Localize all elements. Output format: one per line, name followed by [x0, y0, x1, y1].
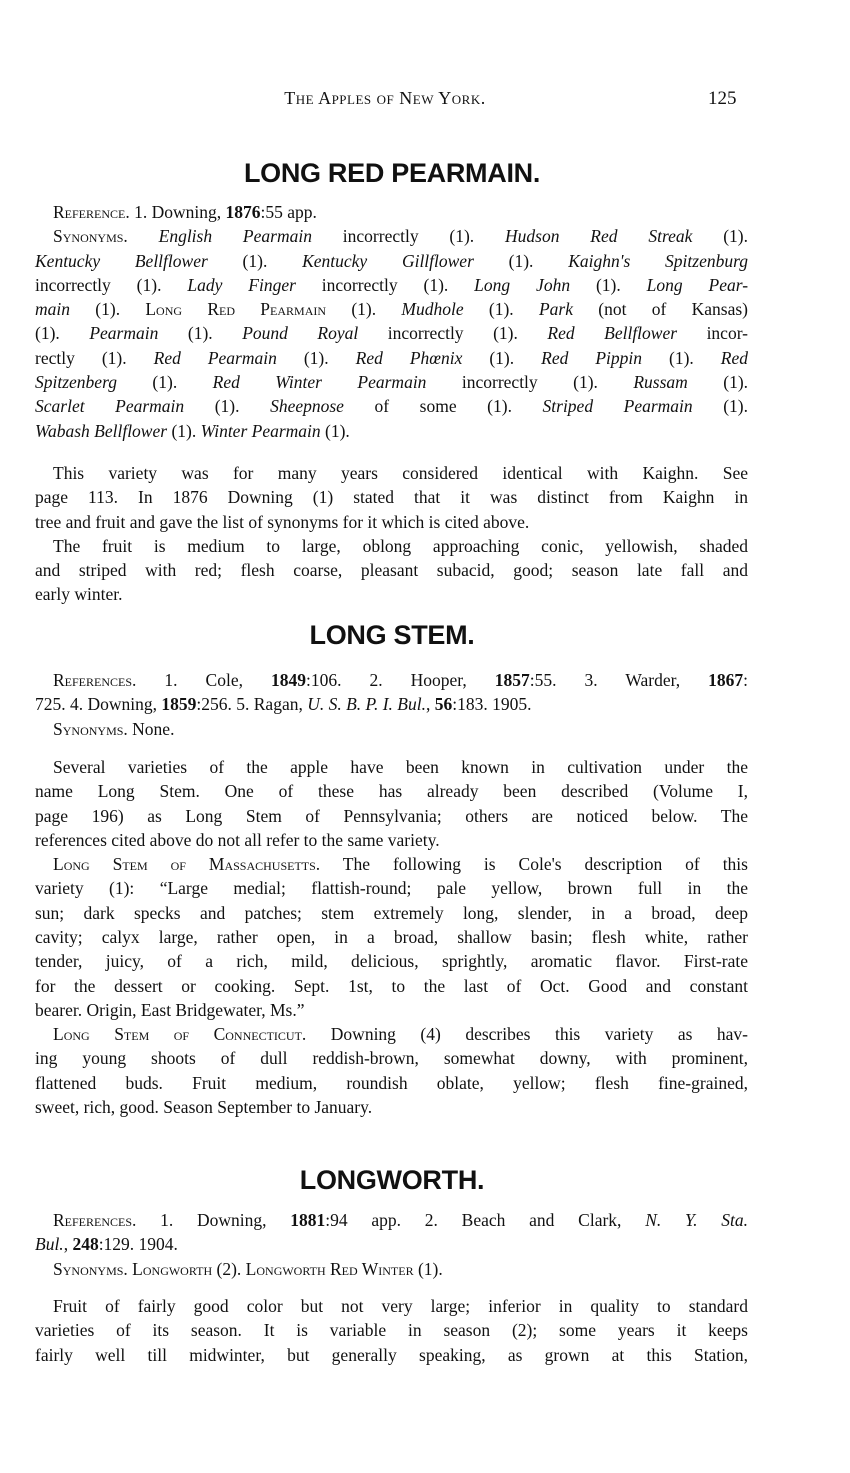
text-line	[35, 273, 748, 297]
text-run: incorrectly (1).	[426, 372, 634, 393]
bold-number: 1876	[225, 202, 261, 222]
text-run: rectly (1).	[35, 347, 154, 368]
text-run: Fruit of fairly good color but not very large; inferior in quality to standard	[53, 1296, 748, 1316]
small-caps-text: Synonyms.	[53, 1258, 128, 1279]
text-run: (1).	[687, 372, 749, 393]
text-run: :256. 5. Ragan,	[196, 694, 308, 715]
small-caps-text: Longworth Red Winter	[245, 1258, 414, 1279]
text-run: :129. 1904.	[98, 1234, 178, 1255]
bold-number: 248	[72, 1234, 99, 1255]
italic-text: U. S. B. P. I. Bul.	[307, 694, 426, 715]
text-run: sun; dark specks and patches; stem extremely long, slender, in a broad, deep	[35, 902, 748, 923]
text-run: (1).	[413, 1258, 443, 1279]
text-run: (1).	[70, 299, 146, 320]
italic-text: Pound Royal	[242, 323, 359, 344]
italic-text: Striped Pearmain	[542, 396, 693, 417]
text-run: :55. 3. Warder,	[529, 670, 709, 690]
bold-number: 1857	[494, 670, 530, 690]
text-run: :106. 2. Hooper,	[305, 670, 495, 690]
text-run: This variety was for many years considered identical with Kaighn. See	[53, 463, 748, 483]
text-run: Several varieties of the apple have been known in cultivation under the	[53, 757, 748, 777]
text-run: 1. Downing,	[129, 202, 226, 222]
text-line	[35, 394, 748, 418]
text-run: (1).	[35, 323, 90, 344]
text-run: (1).	[116, 372, 213, 393]
text-run: :	[743, 670, 748, 690]
long-stem-of-connecticut-text	[35, 1022, 748, 1119]
text-run: tender, juicy, of a rich, mild, delicious, sprightly, aromatic flavor. First-rate	[35, 951, 748, 972]
text-line	[35, 510, 748, 534]
text-line	[35, 1343, 748, 1367]
text-run: (1).	[473, 250, 569, 271]
text-run: page 113. In 1876 Downing (1) stated that it was distinct from Kaighn in	[35, 487, 748, 508]
text-run: 1. Downing,	[136, 1210, 291, 1230]
italic-text: English Pearmain	[158, 226, 312, 247]
text-run: ,	[63, 1234, 73, 1255]
text-run: (2).	[212, 1258, 246, 1279]
bold-number: 1867	[708, 670, 744, 690]
italic-text: Kentucky Gillflower	[302, 250, 474, 271]
text-run: (not of Kansas)	[573, 299, 749, 320]
text-run: ,	[426, 694, 435, 715]
text-run: (1).	[184, 396, 271, 417]
description-text	[35, 1294, 748, 1367]
text-line	[35, 779, 748, 803]
text-line	[35, 1022, 748, 1046]
text-line	[35, 249, 748, 273]
text-run: incor-	[677, 323, 749, 344]
text-line	[35, 1257, 748, 1281]
text-run: (1).	[463, 299, 539, 320]
small-caps-text: References.	[53, 670, 137, 690]
italic-text: Long John	[474, 274, 571, 295]
italic-text: Bul.	[35, 1234, 64, 1255]
text-run: (1).	[570, 274, 647, 295]
italic-text: Red Pearmain	[153, 347, 277, 368]
text-run: :94 app. 2. Beach and Clark,	[325, 1210, 646, 1230]
text-line	[35, 668, 748, 692]
text-line	[35, 852, 748, 876]
text-line	[35, 876, 748, 900]
text-line	[35, 321, 748, 345]
small-caps-text: Synonyms.	[53, 226, 128, 247]
text-line	[35, 200, 748, 224]
text-line	[35, 461, 748, 485]
text-run: incorrectly (1).	[35, 274, 188, 295]
text-run: (1).	[692, 226, 748, 247]
page-number: 125	[708, 88, 737, 109]
text-run: (1).	[320, 420, 350, 441]
text-line	[35, 949, 748, 973]
section-title-long-stem: LONG STEM.	[309, 620, 475, 650]
text-run: for the dessert or cooking. Sept. 1st, to the last of Oct. Good and constant	[35, 975, 748, 996]
text-run: incorrectly (1).	[295, 274, 475, 295]
italic-text: Winter Pearmain	[200, 420, 321, 441]
text-line	[35, 1095, 748, 1119]
text-run: incorrectly (1).	[358, 323, 548, 344]
text-line	[35, 755, 748, 779]
text-run: cavity; calyx large, rather open, in a broad, shallow basin; flesh white, rather	[35, 927, 748, 948]
text-run: bearer. Origin, East Bridgewater, Ms.”	[35, 999, 305, 1020]
text-run: varieties of its season. It is variable in season (2); some years it keeps	[35, 1320, 748, 1341]
small-caps-text: Synonyms.	[53, 718, 128, 739]
text-line	[35, 558, 748, 582]
italic-text: Pearmain	[89, 323, 159, 344]
text-line	[35, 534, 748, 558]
text-run: flattened buds. Fruit medium, roundish oblate, yellow; flesh fine-grained,	[35, 1072, 748, 1093]
text-run: incorrectly (1).	[311, 226, 506, 247]
text-line	[35, 1294, 748, 1318]
text-line	[35, 1232, 748, 1256]
text-run: (1).	[276, 347, 356, 368]
text-line	[35, 1318, 748, 1342]
small-caps-text: Longworth	[132, 1258, 213, 1279]
italic-text: Mudhole	[401, 299, 464, 320]
text-line	[35, 582, 748, 606]
small-caps-text: Long Stem of Massachusetts.	[53, 854, 321, 875]
italic-text: Park	[538, 299, 573, 320]
text-line	[35, 419, 748, 443]
text-run: fairly well till midwinter, but generally speaking, as grown at this Station,	[35, 1344, 748, 1365]
small-caps-text: Long Stem of Connecticut.	[53, 1024, 307, 1044]
text-run: references cited above do not all refer to the same variety.	[35, 829, 440, 850]
small-caps-text: Reference.	[53, 202, 130, 222]
italic-text: Kentucky Bellflower	[35, 250, 208, 271]
text-line	[35, 224, 748, 248]
italic-text: Kaighn's Spitzenburg	[568, 250, 748, 271]
references-synonyms	[35, 200, 748, 443]
italic-text: Hudson Red Streak	[505, 226, 693, 247]
text-run: :183. 1905.	[452, 694, 532, 715]
italic-text: Red Bellflower	[547, 323, 678, 344]
text-run: tree and fruit and gave the list of synonyms for it which is cited above.	[35, 511, 530, 532]
text-line	[35, 297, 748, 321]
small-caps-text: Long Red Pearmain	[145, 299, 327, 320]
italic-text: Wabash Bellflower	[35, 420, 168, 441]
text-run: page 196) as Long Stem of Pennsylvania; others are noticed below. The	[35, 805, 748, 826]
text-run: Downing (4) describes this variety as hav-	[306, 1024, 748, 1044]
text-line	[35, 717, 748, 741]
text-run: (1).	[462, 347, 542, 368]
italic-text: Red Winter Pearmain	[212, 372, 427, 393]
italic-text: Lady Finger	[187, 274, 296, 295]
running-head: The Apples of New York.	[284, 88, 486, 108]
references-synonyms	[35, 668, 748, 741]
text-line	[35, 1046, 748, 1070]
text-run: 725. 4. Downing,	[35, 694, 162, 715]
text-line	[35, 925, 748, 949]
bold-number: 1849	[270, 670, 306, 690]
text-run: and striped with red; flesh coarse, pleasant subacid, good; season late fall and	[35, 560, 748, 581]
text-line	[35, 370, 748, 394]
bold-number: 1881	[290, 1210, 326, 1230]
text-run: (1).	[326, 299, 402, 320]
text-run: variety (1): “Large medial; flattish-round; pale yellow, brown full in the	[35, 878, 748, 899]
text-run: 1. Cole,	[136, 670, 271, 690]
text-line	[35, 828, 748, 852]
text-line	[35, 998, 748, 1022]
text-line	[35, 804, 748, 828]
italic-text: Sheepnose	[270, 396, 344, 417]
italic-text: Long Pear-	[646, 274, 749, 295]
text-run: :55 app.	[260, 202, 317, 222]
text-run: name Long Stem. One of these has already been described (Volume I,	[35, 781, 748, 802]
italic-text: N. Y. Sta.	[645, 1210, 748, 1230]
text-line	[35, 692, 748, 716]
text-line	[35, 485, 748, 509]
references-synonyms	[35, 1208, 748, 1281]
text-run: (1).	[207, 250, 303, 271]
text-run: (1).	[167, 420, 201, 441]
section-title-longworth: LONGWORTH.	[299, 1165, 485, 1195]
text-run: (1).	[158, 323, 243, 344]
text-run	[128, 226, 159, 246]
text-run: ing young shoots of dull reddish-brown, somewhat downy, with prominent,	[35, 1048, 748, 1069]
italic-text: main	[35, 299, 70, 320]
italic-text: Spitzenberg	[35, 372, 117, 393]
section-title-long-red-pearmain: LONG RED PEARMAIN.	[243, 158, 541, 188]
description-text	[35, 755, 748, 1022]
text-line	[35, 1208, 748, 1232]
text-line	[35, 1071, 748, 1095]
text-run: early winter.	[35, 584, 123, 605]
italic-text: Red Pippin	[541, 347, 642, 368]
text-run: The following is Cole's description of this	[320, 854, 748, 875]
text-run: (1).	[692, 396, 749, 417]
text-line	[35, 974, 748, 998]
text-line	[35, 346, 748, 370]
italic-text: Scarlet Pearmain	[35, 396, 185, 417]
text-run: of some (1).	[343, 396, 543, 417]
small-caps-text: References.	[53, 1210, 137, 1230]
description-text	[35, 461, 748, 607]
text-line	[35, 901, 748, 925]
bold-number: 1859	[161, 694, 197, 715]
text-run: None.	[127, 718, 175, 739]
italic-text: Russam	[633, 372, 688, 393]
text-run: The fruit is medium to large, oblong approaching conic, yellowish, shaded	[53, 535, 748, 556]
text-run: (1).	[642, 347, 721, 368]
italic-text: Red Phœnix	[355, 347, 463, 368]
italic-text: Red	[720, 347, 748, 368]
bold-number: 56	[434, 694, 453, 715]
text-run: sweet, rich, good. Season September to January.	[35, 1096, 373, 1117]
